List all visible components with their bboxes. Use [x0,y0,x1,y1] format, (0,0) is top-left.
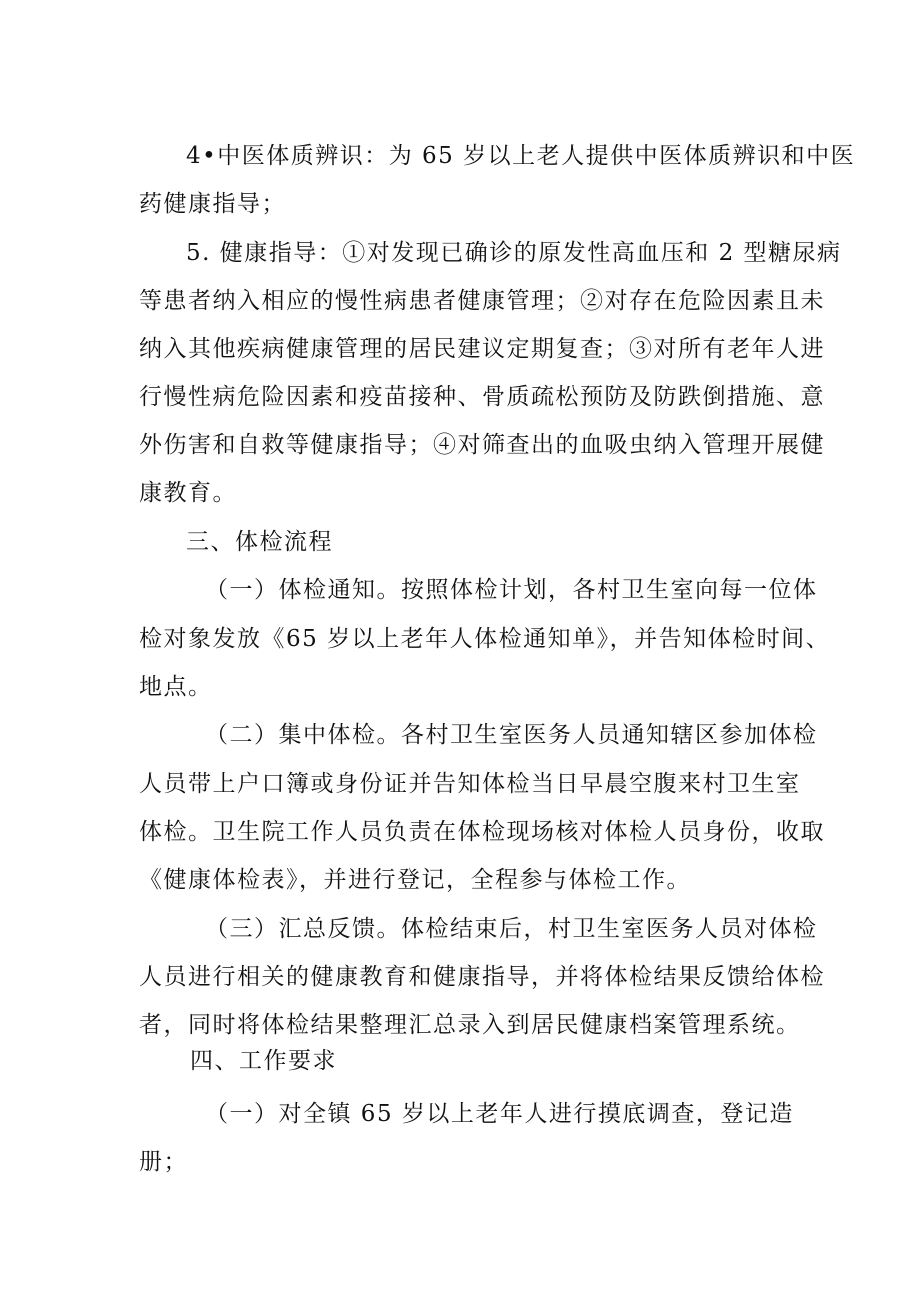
text-line-summary-feedback: （三）汇总反馈。体检结束后，村卫生室医务人员对体检 [205,916,818,942]
text-line-health-item-5: 5. 健康指导：①对发现已确诊的原发性高血压和 2 型糖尿病 [186,240,842,266]
text-line-central-exam-cont-2: 体检。卫生院工作人员负责在体检现场核对体检人员身份，收取 [139,819,825,845]
text-line-health-item-5-cont-2: 纳入其他疾病健康管理的居民建议定期复查；③对所有老年人进 [139,336,825,362]
text-line-health-item-5-cont-4: 外伤害和自救等健康指导；④对筛查出的血吸虫纳入管理开展健 [139,432,825,458]
text-line-health-item-4: 4•中医体质辨识：为 65 岁以上老人提供中医体质辨识和中医 [186,143,856,169]
text-line-health-item-5-cont-5: 康教育。 [139,480,237,506]
text-line-summary-feedback-cont-2: 者，同时将体检结果整理汇总录入到居民健康档案管理系统。 [139,1012,801,1038]
text-line-central-exam: （二）集中体检。各村卫生室医务人员通知辖区参加体检 [205,722,818,748]
text-line-central-exam-cont-1: 人员带上户口簿或身份证并告知体检当日早晨空腹来村卫生室 [139,771,801,797]
text-line-requirement-1-cont: 册； [139,1149,188,1175]
text-line-exam-notice-cont-1: 检对象发放《65 岁以上老年人体检通知单》，并告知体检时间、 [139,626,831,652]
section-heading-exam-process: 三、体检流程 [186,529,333,555]
text-line-exam-notice-cont-2: 地点。 [139,674,213,700]
text-line-health-item-4-cont: 药健康指导； [139,191,286,217]
text-line-health-item-5-cont-1: 等患者纳入相应的慢性病患者健康管理；②对存在危险因素且未 [139,288,825,314]
text-line-health-item-5-cont-3: 行慢性病危险因素和疫苗接种、骨质疏松预防及防跌倒措施、意 [139,384,825,410]
text-line-summary-feedback-cont-1: 人员进行相关的健康教育和健康指导，并将体检结果反馈给体检 [139,964,825,990]
text-line-requirement-1: （一）对全镇 65 岁以上老年人进行摸底调查，登记造 [205,1101,794,1127]
section-heading-work-requirements: 四、工作要求 [190,1048,337,1074]
text-line-exam-notice: （一）体检通知。按照体检计划，各村卫生室向每一位体 [205,577,818,603]
text-line-central-exam-cont-3: 《健康体检表》，并进行登记，全程参与体检工作。 [139,867,691,893]
